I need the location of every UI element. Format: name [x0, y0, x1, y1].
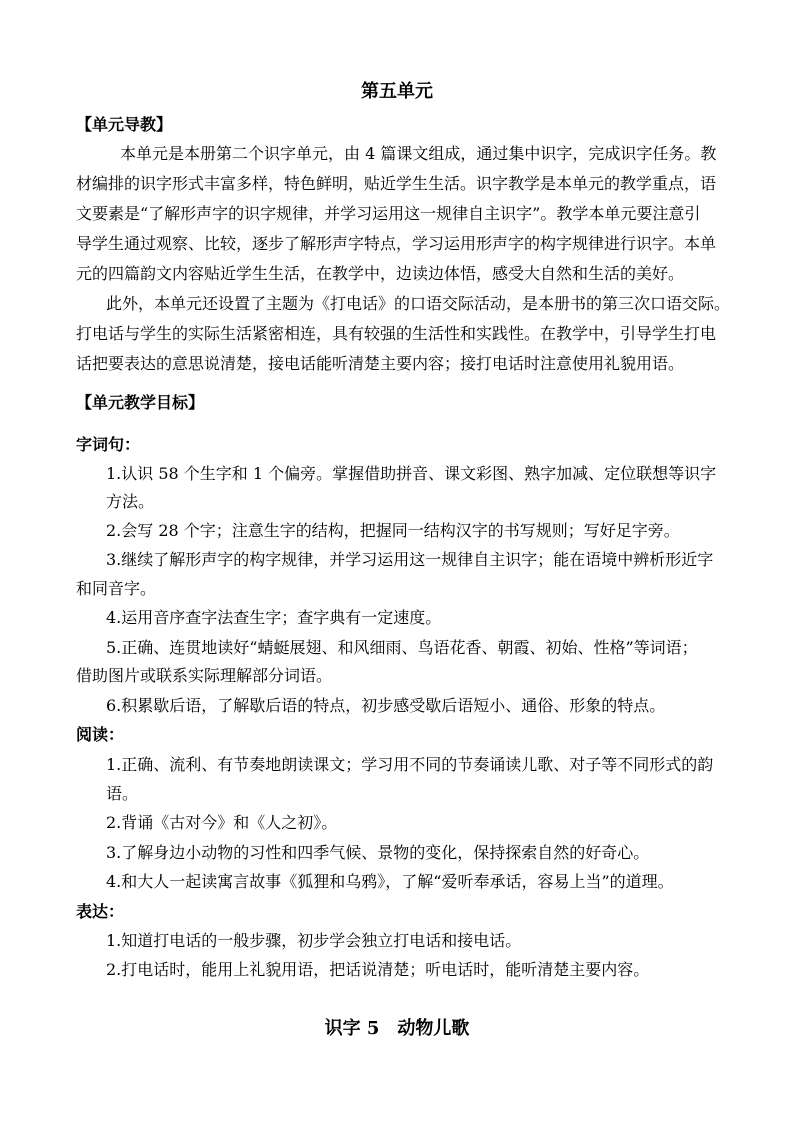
intro-line: 元的四篇韵文内容贴近学生生活，在教学中，边读边体悟，感受大自然和生活的美好。: [76, 264, 685, 283]
intro-heading: 【单元导教】: [76, 115, 173, 134]
unit-title: 第五单元: [361, 81, 433, 102]
vocab-line: 方法。: [106, 492, 155, 511]
reading-line: 语。: [106, 784, 139, 803]
expression-line: 2.打电话时，能用上礼貌用语，把话说清楚；听电话时，能听清楚主要内容。: [106, 960, 650, 979]
vocab-line: 4.运用音序查字法查生字；查字典有一定速度。: [106, 608, 442, 627]
vocab-line: 借助图片或联系实际理解部分词语。: [76, 666, 333, 685]
vocab-line: 2.会写 28 个字；注意生字的结构，把握同一结构汉字的书写规则；写好足字旁。: [106, 521, 680, 540]
intro-line: 话把要表达的意思说清楚，接电话能听清楚主要内容；接打电话时注意使用礼貌用语。: [76, 354, 685, 373]
reading-line: 1.正确、流利、有节奏地朗读课文；学习用不同的节奏诵读儿歌、对子等不同形式的韵: [106, 755, 714, 774]
vocab-line: 6.积累歇后语，了解歇后语的特点，初步感受歇后语短小、通俗、形象的特点。: [106, 696, 666, 715]
vocab-line: 和同音字。: [76, 579, 157, 598]
reading-line: 3.了解身边小动物的习性和四季气候、景物的变化，保持探索自然的好奇心。: [106, 843, 650, 862]
vocab-line: 1.认识 58 个生字和 1 个偏旁。掌握借助拼音、课文彩图、熟字加减、定位联想等识字: [106, 464, 717, 483]
reading-heading: 阅读：: [76, 725, 125, 744]
vocab-line: 5.正确、连贯地读好“蜻蜓展翅、和风细雨、鸟语花香、朝霞、初始、性格”等词语；: [106, 638, 698, 657]
reading-line: 4.和大人一起读寓言故事《狐狸和乌鸦》，了解“爱听奉承话，容易上当”的道理。: [106, 872, 674, 891]
intro-line: 文要素是“了解形声字的识字规律，并学习运用这一规律自主识字”。教学本单元要注意引: [76, 204, 701, 223]
expression-heading: 表达：: [76, 902, 125, 921]
reading-line: 2.背诵《古对今》和《人之初》。: [106, 813, 338, 832]
intro-line: 导学生通过观察、比较，逐步了解形声字特点，学习运用形声字的构字规律进行识字。本单: [76, 234, 717, 253]
vocab-heading: 字词句：: [76, 435, 141, 454]
intro-line: 材编排的识字形式丰富多样，特色鲜明，贴近学生生活。识字教学是本单元的教学重点，语: [76, 174, 717, 193]
next-lesson-title: 识字 5 动物儿歌: [324, 1018, 470, 1039]
intro-line: 打电话与学生的实际生活紧密相连，具有较强的生活性和实践性。在教学中，引导学生打电: [76, 324, 717, 343]
intro-line: 此外，本单元还设置了主题为《打电话》的口语交际活动，是本册书的第三次口语交际。: [106, 294, 731, 313]
vocab-line: 3.继续了解形声字的构字规律，并学习运用这一规律自主识字；能在语境中辨析形近字: [106, 550, 714, 569]
intro-line: 本单元是本册第二个识字单元，由 4 篇课文组成，通过集中识字，完成识字任务。教: [120, 144, 717, 163]
goals-heading: 【单元教学目标】: [76, 393, 205, 412]
expression-line: 1.知道打电话的一般步骤，初步学会独立打电话和接电话。: [106, 931, 522, 950]
